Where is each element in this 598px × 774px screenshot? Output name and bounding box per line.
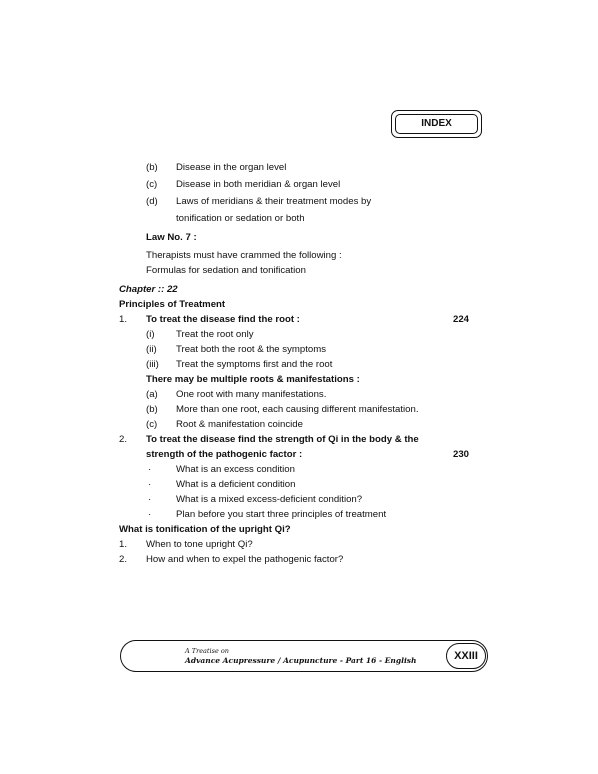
tonification-heading: What is tonification of the upright Qi?: [119, 524, 291, 535]
tonification-num: 1.: [119, 539, 128, 550]
law-line-2: Formulas for sedation and tonification: [146, 265, 306, 276]
bullet-marker: ·: [148, 509, 152, 520]
bullet-text: Plan before you start three principles of treatment: [176, 509, 387, 520]
root-text: One root with many manifestations.: [176, 389, 327, 400]
item-marker-b: (b): [146, 162, 158, 173]
tonification-text: When to tone upright Qi?: [146, 539, 253, 550]
point2-heading-1: To treat the disease find the strength of Qi in the body & the: [146, 434, 419, 445]
point2-heading-2: strength of the pathogenic factor :: [146, 449, 303, 460]
point1-sub-text: Treat the symptoms first and the root: [176, 359, 333, 370]
item-text-c: Disease in both meridian & organ level: [176, 179, 341, 190]
point1-heading: To treat the disease find the root :: [146, 314, 300, 325]
index-label: INDEX: [421, 118, 452, 129]
item-marker-c: (c): [146, 179, 158, 190]
footer-series-label: A Treatise on: [185, 647, 229, 655]
point2-num: 2.: [119, 434, 128, 445]
point1-page: 224: [453, 314, 470, 325]
point1-sub-marker: (iii): [146, 359, 159, 370]
bullet-marker: ·: [148, 479, 152, 490]
point2-page: 230: [453, 449, 470, 460]
footer-book-title: Advance Acupressure / Acupuncture - Part 16 - English: [185, 656, 417, 665]
point1-sub-text: Treat both the root & the symptoms: [176, 344, 327, 355]
point1-sub-marker: (ii): [146, 344, 157, 355]
bullet-marker: ·: [148, 494, 152, 505]
tonification-num: 2.: [119, 554, 128, 565]
point1-num: 1.: [119, 314, 128, 325]
bullet-text: What is a deficient condition: [176, 479, 296, 490]
index-header-box: [391, 110, 482, 138]
bullet-marker: ·: [148, 464, 152, 475]
item-text-b: Disease in the organ level: [176, 162, 287, 173]
bullet-text: What is an excess condition: [176, 464, 295, 475]
root-marker: (a): [146, 389, 158, 400]
bullet-text: What is a mixed excess-deficient condition?: [176, 494, 363, 505]
law-title: Law No. 7 :: [146, 232, 197, 243]
item-text-d-cont: tonification or sedation or both: [176, 213, 305, 224]
point1-sub-text: Treat the root only: [176, 329, 254, 340]
root-text: More than one root, each causing different manifestation.: [176, 404, 419, 415]
tonification-text: How and when to expel the pathogenic factor?: [146, 554, 344, 565]
root-text: Root & manifestation coincide: [176, 419, 303, 430]
item-marker-d: (d): [146, 196, 158, 207]
law-line-1: Therapists must have crammed the following :: [146, 250, 342, 261]
root-marker: (b): [146, 404, 158, 415]
point1-sub-marker: (i): [146, 329, 155, 340]
chapter-title: Principles of Treatment: [119, 299, 226, 310]
root-marker: (c): [146, 419, 158, 430]
item-text-d: Laws of meridians & their treatment modes by: [176, 196, 372, 207]
footer-page-number: XXIII: [446, 643, 486, 669]
chapter-label: Chapter :: 22: [119, 284, 178, 295]
roots-heading: There may be multiple roots & manifestations :: [146, 374, 360, 385]
